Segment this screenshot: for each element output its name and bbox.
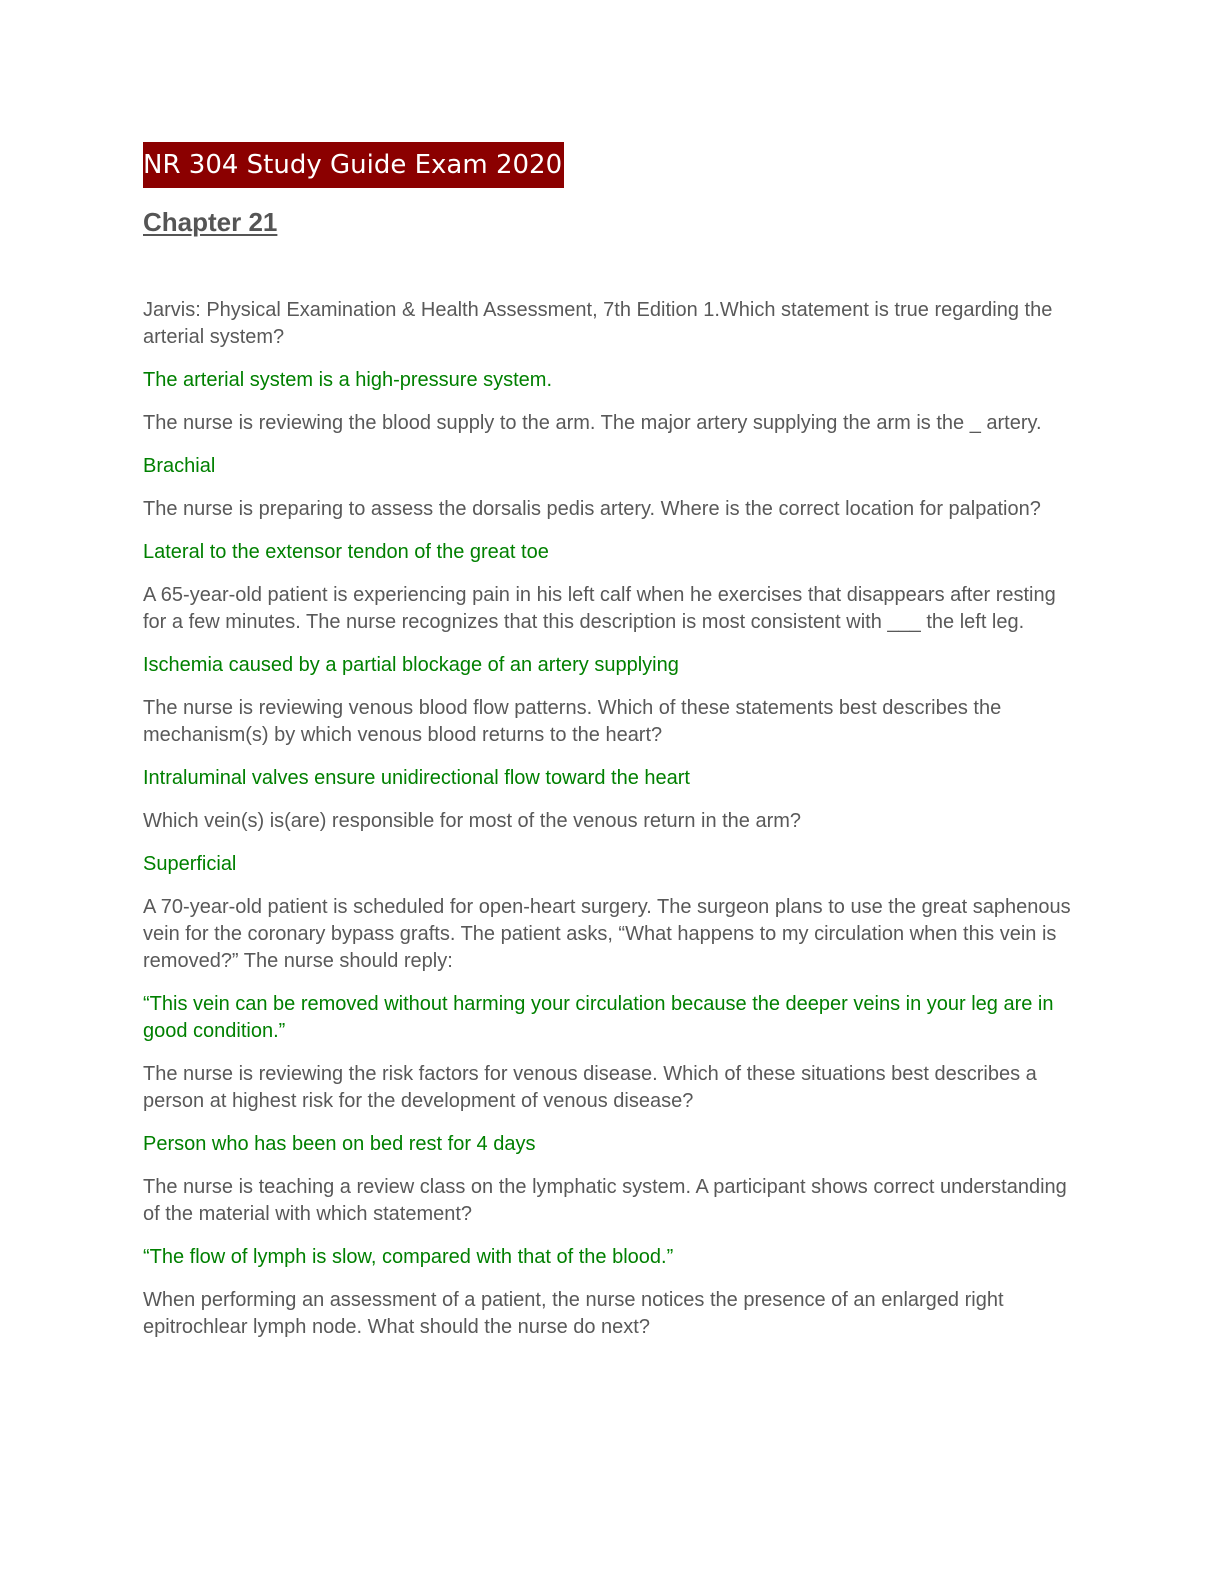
question-7: A 70-year-old patient is scheduled for open-heart surgery. The surgeon plans to use the great saphenous vein for the coronary bypass grafts. The patient asks, “What happens to my circulation when this vein is removed?” The nurse should reply:	[143, 896, 1071, 972]
question-2: The nurse is reviewing the blood supply to the arm. The major artery supplying the arm is the _ artery.	[143, 412, 1042, 434]
question-9: The nurse is teaching a review class on the lymphatic system. A participant shows correct understanding of the material with which statement?	[143, 1176, 1067, 1225]
answer-1: The arterial system is a high-pressure system.	[143, 369, 553, 391]
question-1: Jarvis: Physical Examination & Health Assessment, 7th Edition 1.Which statement is true regarding the arterial system?	[143, 299, 1053, 348]
document-page	[143, 142, 1073, 1357]
chapter-heading: Chapter 21	[143, 207, 278, 237]
question-8: The nurse is reviewing the risk factors for venous disease. Which of these situations best describes a person at highest risk for the development of venous disease?	[143, 1063, 1037, 1112]
question-10: When performing an assessment of a patient, the nurse notices the presence of an enlarged right epitrochlear lymph node. What should the nurse do next?	[143, 1289, 1004, 1338]
answer-4: Ischemia caused by a partial blockage of an artery supplying	[143, 654, 679, 676]
answer-7: “This vein can be removed without harming your circulation because the deeper veins in your leg are in good condition.”	[143, 993, 1054, 1042]
question-3: The nurse is preparing to assess the dorsalis pedis artery. Where is the correct location for palpation?	[143, 498, 1041, 520]
answer-5: Intraluminal valves ensure unidirectional flow toward the heart	[143, 767, 690, 789]
question-4: A 65-year-old patient is experiencing pain in his left calf when he exercises that disappears after resting for a few minutes. The nurse recognizes that this description is most consistent with ___ the left leg.	[143, 584, 1056, 633]
answer-2: Brachial	[143, 455, 216, 477]
question-6: Which vein(s) is(are) responsible for most of the venous return in the arm?	[143, 810, 802, 832]
qa-list	[143, 297, 1073, 1341]
document-title: NR 304 Study Guide Exam 2020	[143, 142, 564, 188]
answer-6: Superficial	[143, 853, 237, 875]
answer-9: “The flow of lymph is slow, compared with that of the blood.”	[143, 1246, 674, 1268]
question-5: The nurse is reviewing venous blood flow patterns. Which of these statements best describes the mechanism(s) by which venous blood returns to the heart?	[143, 697, 1002, 746]
answer-3: Lateral to the extensor tendon of the great toe	[143, 541, 549, 563]
answer-8: Person who has been on bed rest for 4 days	[143, 1133, 536, 1155]
